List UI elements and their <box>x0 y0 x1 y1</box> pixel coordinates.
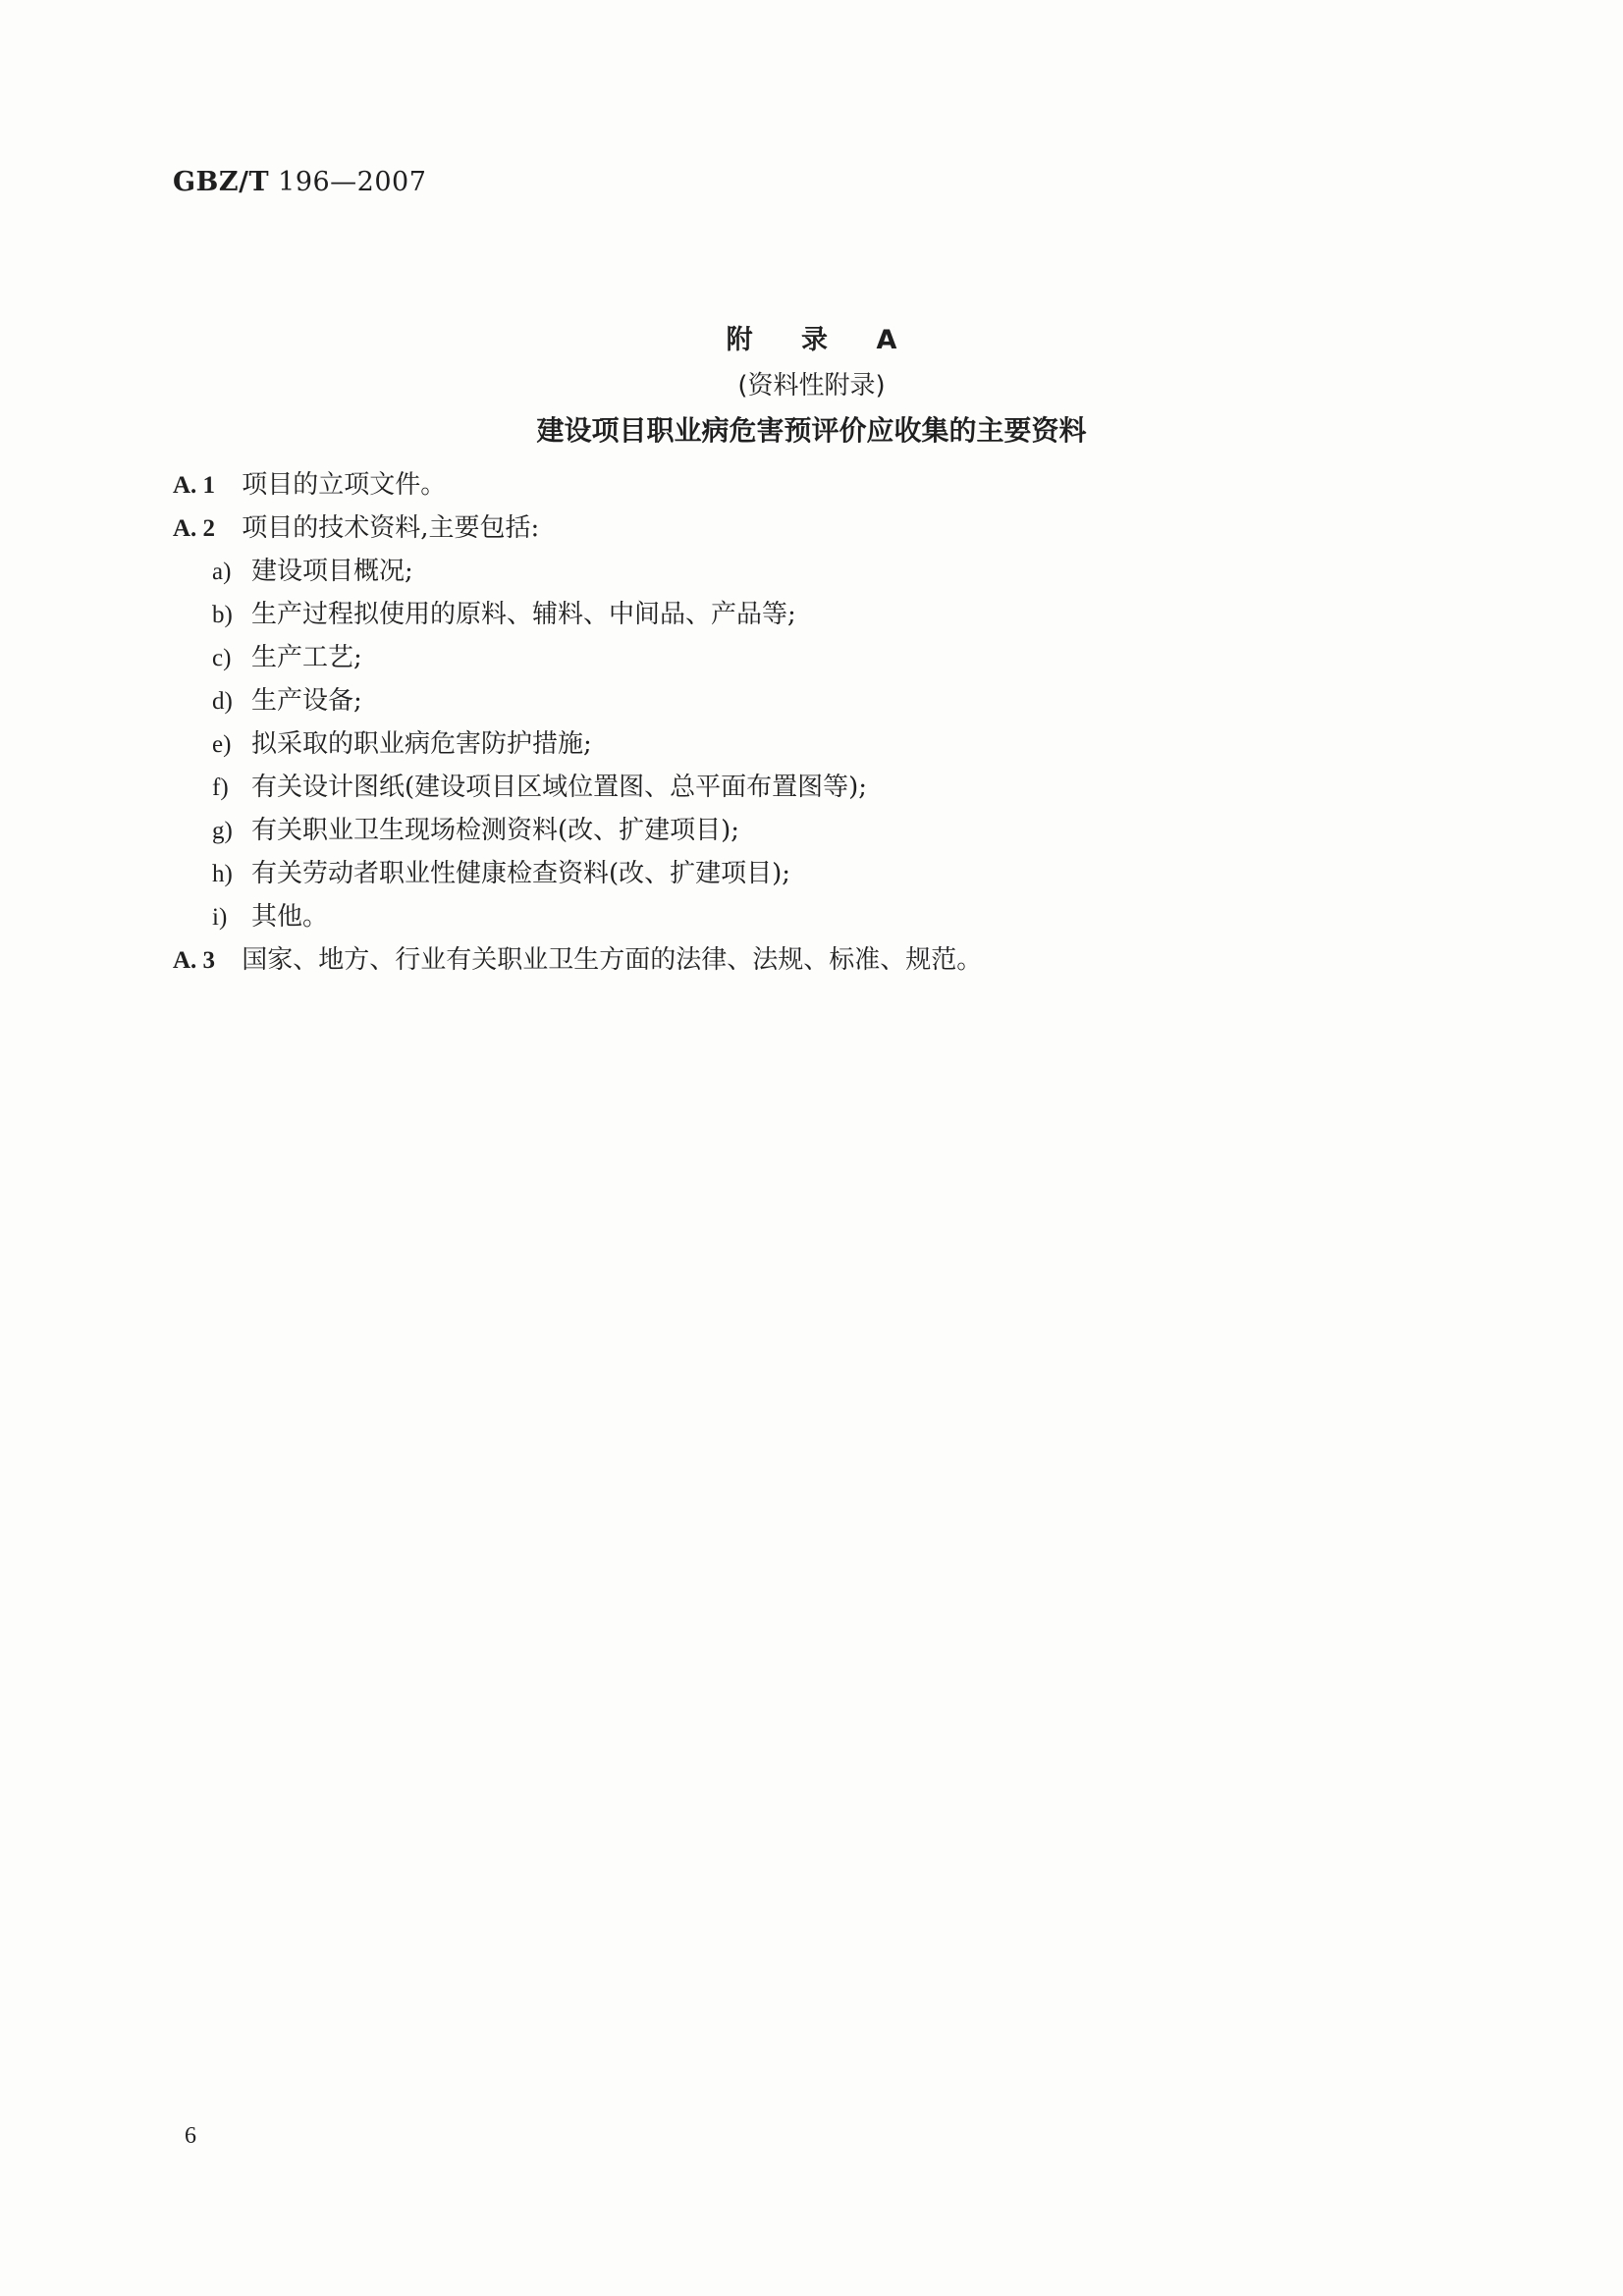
list-item-text: 拟采取的职业病危害防护措施; <box>251 729 592 759</box>
clause-text: 项目的立项文件。 <box>242 470 447 500</box>
clause-a2 <box>173 507 1469 550</box>
list-item-marker: i) <box>212 904 228 931</box>
appendix-heading-block <box>0 319 1623 453</box>
appendix-body <box>173 463 1469 982</box>
list-item <box>173 593 1469 636</box>
list-item <box>173 852 1469 895</box>
technical-data-list <box>173 550 1469 938</box>
list-item-text: 有关设计图纸(建设项目区域位置图、总平面布置图等); <box>251 773 868 802</box>
page-number: 6 <box>185 2123 196 2149</box>
list-item-text: 其他。 <box>251 902 329 932</box>
list-item <box>173 895 1469 938</box>
list-item-text: 有关劳动者职业性健康检查资料(改、扩建项目); <box>251 859 791 888</box>
list-item-marker: b) <box>212 602 233 628</box>
list-item <box>173 636 1469 679</box>
list-item-text: 有关职业卫生现场检测资料(改、扩建项目); <box>251 816 740 845</box>
list-item-text: 生产过程拟使用的原料、辅料、中间品、产品等; <box>251 600 796 629</box>
list-item-marker: c) <box>212 645 232 671</box>
appendix-type: (资料性附录) <box>737 371 886 400</box>
standard-code <box>173 167 426 197</box>
clause-a3 <box>173 938 1469 982</box>
list-item-marker: g) <box>212 818 233 844</box>
clause-number: A. 3 <box>173 947 216 974</box>
appendix-heading: 建设项目职业病危害预评价应收集的主要资料 <box>536 414 1087 447</box>
list-item <box>173 550 1469 593</box>
list-item <box>173 722 1469 766</box>
list-item-text: 建设项目概况; <box>251 557 413 586</box>
list-item-marker: f) <box>212 774 229 801</box>
standard-code-number: 196—2007 <box>278 167 427 197</box>
list-item <box>173 766 1469 809</box>
clause-number: A. 2 <box>173 515 216 542</box>
list-item-marker: h) <box>212 861 233 887</box>
list-item <box>173 679 1469 722</box>
list-item-marker: e) <box>212 731 232 758</box>
list-item-text: 生产工艺; <box>251 643 362 672</box>
list-item <box>173 809 1469 852</box>
clause-text: 项目的技术资料,主要包括: <box>242 513 540 543</box>
clause-number: A. 1 <box>173 472 216 499</box>
list-item-text: 生产设备; <box>251 686 362 716</box>
clause-a1 <box>173 463 1469 507</box>
list-item-marker: a) <box>212 559 232 585</box>
appendix-title: 附 录 A <box>726 325 917 355</box>
standard-code-prefix: GBZ/T <box>173 167 270 197</box>
clause-text: 国家、地方、行业有关职业卫生方面的法律、法规、标准、规范。 <box>242 945 983 975</box>
list-item-marker: d) <box>212 688 233 715</box>
